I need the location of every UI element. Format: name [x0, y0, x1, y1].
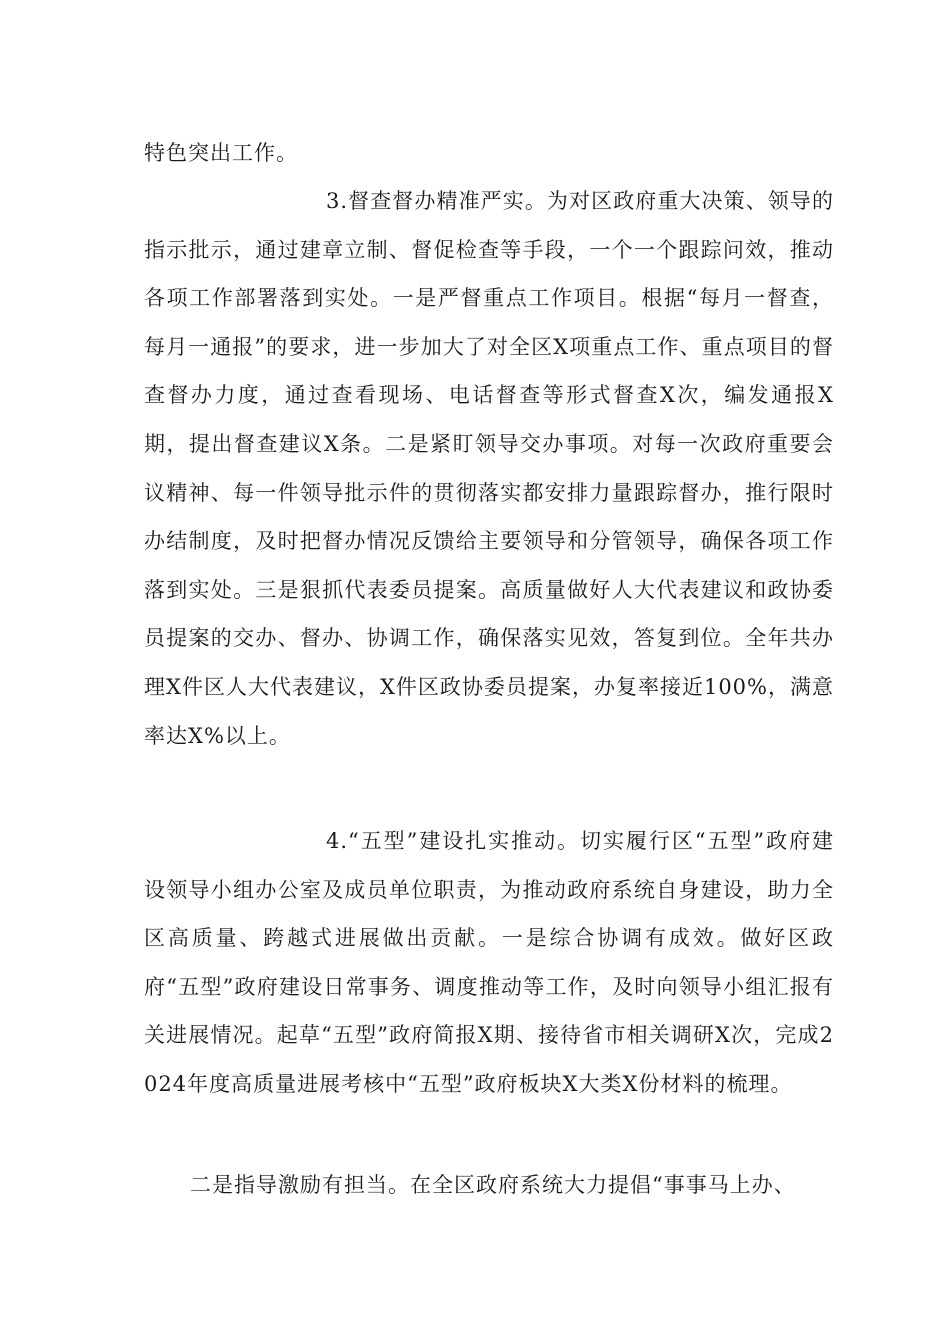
paragraph-five-type-construction: 4.“五型”建设扎实推动。切实履行区“五型”政府建设领导小组办公室及成员单位职责，为推动政府系统自身建设，助力全区高质量、跨越式进展做出贡献。一是综合协调有成效。做好区政府“五型”政府建设日常事务、调度推动等工作，及时向领导小组汇报有关进展情况。起草“五型”政府简报X期、接待省市相关调研X次，完成2024年度高质量进展考核中“五型”政府板块X大类X份材料的梳理。	[144, 829, 834, 1096]
paragraph-guidance-incentive: 二是指导激励有担当。在全区政府系统大力提倡“事事马上办、	[190, 1173, 796, 1197]
paragraph-continuation: 特色突出工作。	[144, 141, 298, 165]
paragraph-supervision: 3.督查督办精准严实。为对区政府重大决策、领导的指示批示，通过建章立制、督促检查等手段，一个一个跟踪问效，推动各项工作部署落到实处。一是严督重点工作项目。根据“每月一督查，每月一通报”的要求，进一步加大了对全区X项重点工作、重点项目的督查督办力度，通过查看现场、电话督查等形式督查X次，编发通报X期，提出督查建议X条。二是紧盯领导交办事项。对每一次政府重要会议精神、每一件领导批示件的贯彻落实都安排力量跟踪督办，推行限时办结制度，及时把督办情况反馈给主要领导和分管领导，确保各项工作落到实处。三是狠抓代表委员提案。高质量做好人大代表建议和政协委员提案的交办、督办、协调工作，确保落实见效，答复到位。全年共办理X件区人大代表建议，X件区政协委员提案，办复率接近100%，满意率达X%以上。	[144, 189, 834, 748]
